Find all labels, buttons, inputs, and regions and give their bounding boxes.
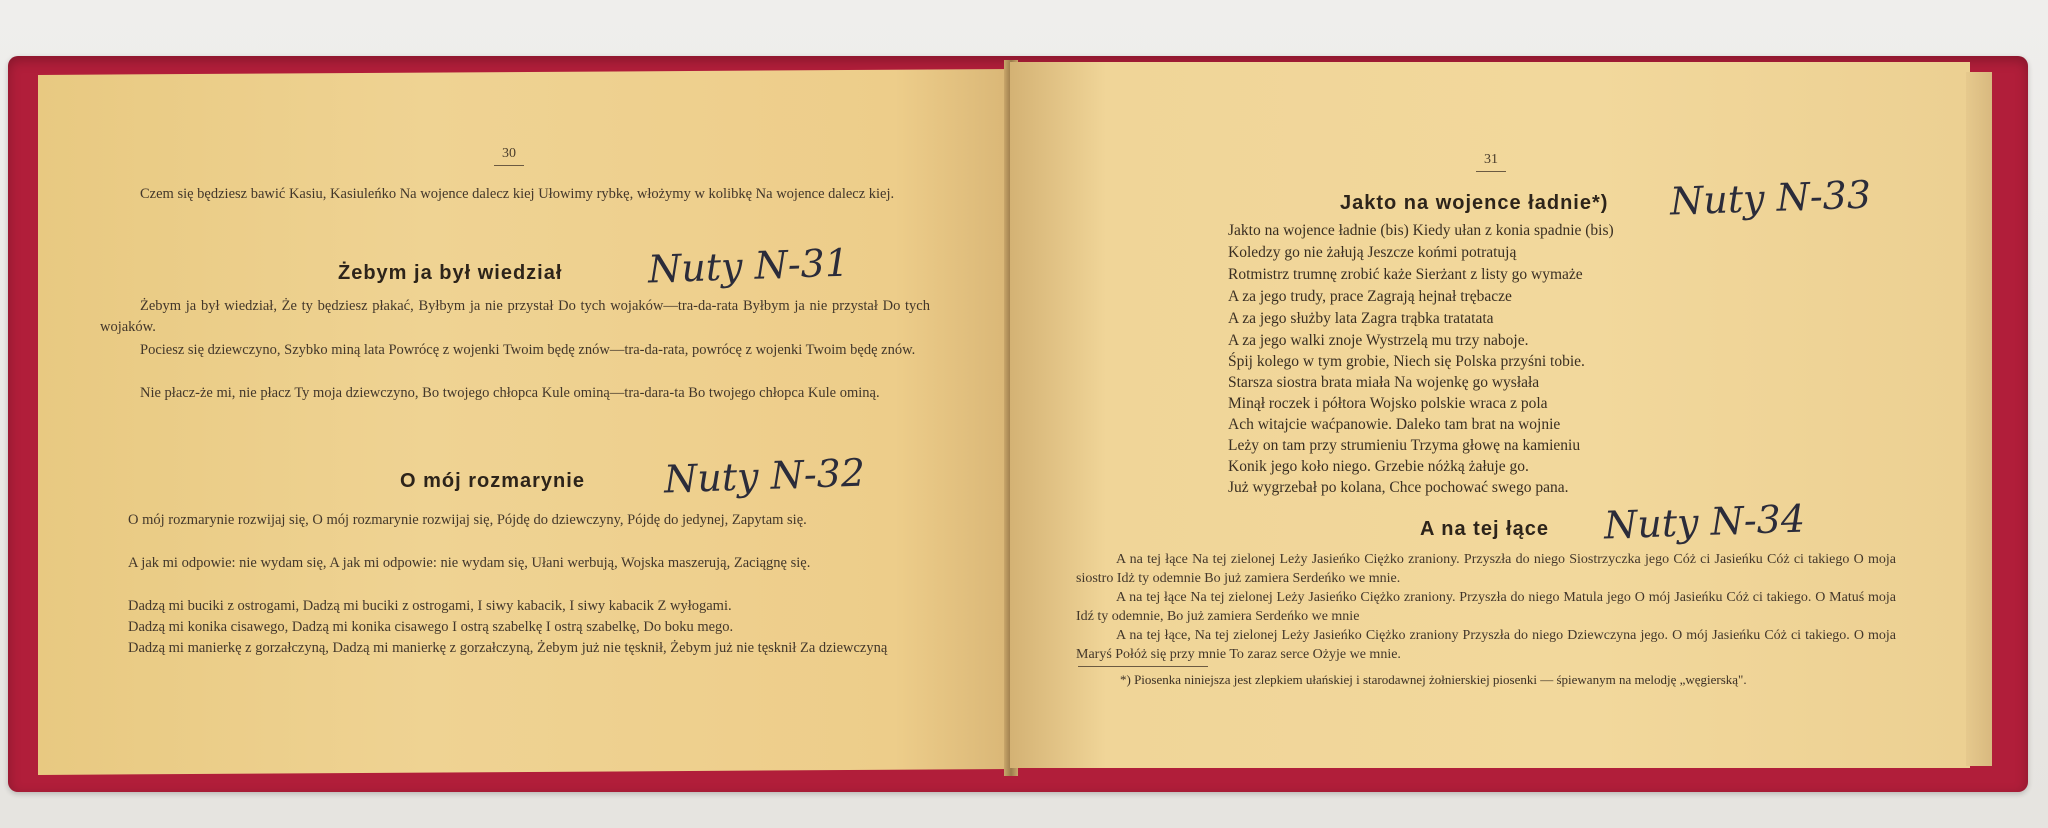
stanza-rozmaryn-5: Dadzą mi manierkę z gorzałczyną, Dadzą mi manierkę z gorzałczyną, Żebym już nie tęsknił, Żebym już nie tęsknił Za dziewczyną	[128, 640, 888, 656]
handwritten-note-31: Nuty N-31	[647, 240, 850, 292]
right-page-edge	[1966, 72, 1992, 766]
stanza-laka-1: A na tej łące Na tej zielonej Leży Jasieńko Ciężko zraniony. Przyszła do niego Siostrzyczka jego Cóż ci Jasieńku Cóż ci takiego O moja siostro Idż ty odemnie Bo już zamiera Serdeńko we mnie.	[1076, 552, 1896, 586]
stanza-zebym-3: Nie płacz-że mi, nie płacz Ty moja dziewczyno, Bo twojego chłopca Kule ominą—tra-dara-ta Bo twojego chłopca Kule ominą.	[140, 385, 880, 401]
verse-line: Już wygrzebał po kolana, Chce pochować swego pana.	[1228, 479, 1569, 496]
stanza-zebym-1: Żebym ja był wiedział, Że ty będziesz płakać, Byłbym ja nie przystał Do tych wojaków—tra-da-rata Byłbym ja nie przystał Do tych wojaków.	[100, 298, 930, 335]
stanza-laka-2: A na tej łące Na tej zielonej Leży Jasieńko Ciężko zraniony. Przyszła do niego Matula jego O mój Jasieńku Cóż ci takiego. O Matuś moja Idź ty odemnie, Bo już zamiera Serdeńko we mnie	[1076, 590, 1896, 624]
verse-line: Minął roczek i półtora Wojsko polskie wraca z pola	[1228, 395, 1548, 412]
left-page	[38, 69, 1012, 775]
handwritten-note-34: Nuty N-34	[1603, 496, 1806, 548]
stanza-rozmaryn-2: A jak mi odpowie: nie wydam się, A jak mi odpowie: nie wydam się, Ułani werbują, Wojska maszerują, Zaciągnę się.	[128, 555, 811, 571]
song-title-laka: A na tej łące	[1420, 518, 1549, 540]
verse-line: Konik jego koło niego. Grzebie nóżką żałuje go.	[1228, 458, 1529, 475]
song-title-rozmaryn: O mój rozmarynie	[400, 470, 585, 492]
stanza-zebym-2: Pociesz się dziewczyno, Szybko miną lata Powrócę z wojenki Twoim będę znów—tra-da-rata, powrócę z wojenki Twoim będę znów.	[140, 342, 916, 358]
verse-line: A za jego walki znoje Wystrzelą mu trzy naboje.	[1228, 332, 1529, 349]
song-title-zebym: Żebym ja był wiedział	[338, 262, 563, 284]
handwritten-note-32: Nuty N-32	[663, 450, 866, 502]
verse-line: Śpij kolego w tym grobie, Niech się Polska przyśni tobie.	[1228, 353, 1585, 370]
footnote: *) Piosenka niniejsza jest zlepkiem ułańskiej i starodawnej żołnierskiej piosenki — śpiewanym na melodję „węgierską".	[1120, 672, 1747, 687]
handwritten-note-33: Nuty N-33	[1669, 172, 1872, 224]
verse-line: Leży on tam przy strumieniu Trzyma głowę na kamieniu	[1228, 437, 1581, 454]
verse-line: Jakto na wojence ładnie (bis) Kiedy ułan z konia spadnie (bis)	[1228, 222, 1614, 239]
intro-paragraph: Czem się będziesz bawić Kasiu, Kasiuleńko Na wojence dalecz kiej Ułowimy rybkę, włożymy w kolibkę Na wojence dalecz kiej.	[140, 186, 895, 202]
stanza-rozmaryn-3: Dadzą mi buciki z ostrogami, Dadzą mi buciki z ostrogami, I siwy kabacik, I siwy kabacik Z wyłogami.	[128, 598, 732, 614]
page-number-left: 30	[502, 146, 516, 161]
verse-line: Ach witajcie waćpanowie. Daleko tam brat na wojnie	[1228, 416, 1561, 433]
verse-line: Rotmistrz trumnę zrobić każe Sierżant z listy go wymaże	[1228, 266, 1583, 283]
song-title-jakto: Jakto na wojence ładnie*)	[1340, 192, 1609, 214]
stanza-rozmaryn-1: O mój rozmarynie rozwijaj się, O mój rozmarynie rozwijaj się, Pójdę do dziewczyny, Pójdę do jedynej, Zapytam się.	[128, 512, 807, 528]
verse-line: A za jego trudy, prace Zagrają hejnał trębacze	[1228, 288, 1512, 305]
stanza-laka-3: A na tej łące, Na tej zielonej Leży Jasieńko Ciężko zraniony Przyszła do niego Dziewczyna jego. O mój Jasieńku Cóż ci takiego. O moja Maryś Połóż się przy mnie To zaraz serce Ożyje we mnie.	[1076, 628, 1896, 662]
verse-line: A za jego służby lata Zagra trąbka tratatata	[1228, 310, 1494, 327]
footnote-rule	[1078, 666, 1208, 667]
verse-line: Starsza siostra brata miała Na wojenkę go wysłała	[1228, 374, 1540, 391]
stanza-rozmaryn-4: Dadzą mi konika cisawego, Dadzą mi konika cisawego I ostrą szabelkę I ostrą szabelkę, Do boku mego.	[128, 619, 734, 635]
verse-line: Koledzy go nie żałują Jeszcze końmi potratują	[1228, 244, 1517, 261]
page-number-right: 31	[1484, 152, 1498, 167]
